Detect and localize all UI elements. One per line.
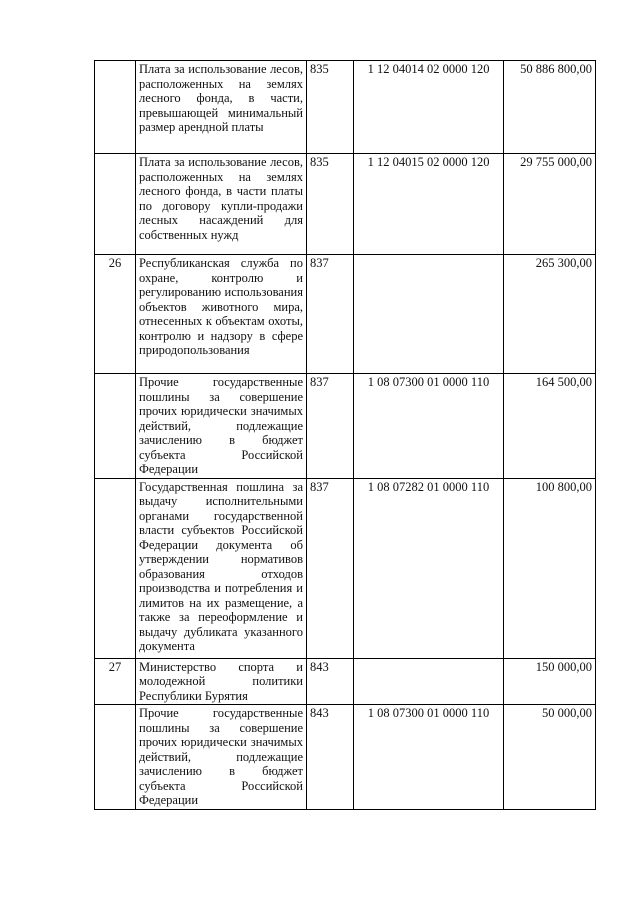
amount: 100 800,00	[504, 478, 596, 658]
admin-code: 837	[307, 374, 354, 479]
row-description: Прочие государственные пошлины за совершение прочих юридически значимых действий, подлежащие зачислению в бюджет субъекта Российской Федерации	[136, 374, 307, 479]
row-number: 27	[95, 658, 136, 705]
table-row	[95, 61, 596, 154]
budget-revenue-table	[94, 60, 596, 810]
classification-code: 1 08 07300 01 0000 110	[354, 705, 504, 810]
row-description: Прочие государственные пошлины за совершение прочих юридически значимых действий, подлежащие зачислению в бюджет субъекта Российской Федерации	[136, 705, 307, 810]
table-row	[95, 374, 596, 479]
table-row	[95, 478, 596, 658]
table-row	[95, 255, 596, 374]
amount: 164 500,00	[504, 374, 596, 479]
row-number	[95, 154, 136, 255]
amount: 50 000,00	[504, 705, 596, 810]
classification-code	[354, 658, 504, 705]
row-number	[95, 61, 136, 154]
classification-code: 1 08 07300 01 0000 110	[354, 374, 504, 479]
admin-code: 837	[307, 478, 354, 658]
classification-code: 1 12 04014 02 0000 120	[354, 61, 504, 154]
admin-code: 843	[307, 705, 354, 810]
amount: 265 300,00	[504, 255, 596, 374]
table-row	[95, 705, 596, 810]
row-description: Государственная пошлина за выдачу исполнительными органами государственной власти субъектов Российской Федерации документа об утверждении нормативов образования отходов производства и потребления и лимитов на их размещение, а также за переоформление и выдачу дубликата указанного документа	[136, 478, 307, 658]
row-number	[95, 478, 136, 658]
admin-code: 835	[307, 154, 354, 255]
classification-code	[354, 255, 504, 374]
amount: 150 000,00	[504, 658, 596, 705]
classification-code: 1 08 07282 01 0000 110	[354, 478, 504, 658]
amount: 50 886 800,00	[504, 61, 596, 154]
table-row	[95, 154, 596, 255]
admin-code: 843	[307, 658, 354, 705]
amount: 29 755 000,00	[504, 154, 596, 255]
row-description: Плата за использование лесов, расположенных на землях лесного фонда, в части платы по договору купли-продажи лесных насаждений для собственных нужд	[136, 154, 307, 255]
row-number	[95, 374, 136, 479]
classification-code: 1 12 04015 02 0000 120	[354, 154, 504, 255]
admin-code: 837	[307, 255, 354, 374]
row-number: 26	[95, 255, 136, 374]
row-number	[95, 705, 136, 810]
row-description: Плата за использование лесов, расположенных на землях лесного фонда, в части, превышающей минимальный размер арендной платы	[136, 61, 307, 154]
admin-code: 835	[307, 61, 354, 154]
row-description: Республиканская служба по охране, контролю и регулированию использования объектов животного мира, отнесенных к объектам охоты, контролю и надзору в сфере природопользования	[136, 255, 307, 374]
row-description: Министерство спорта и молодежной политики Республики Бурятия	[136, 658, 307, 705]
table-row	[95, 658, 596, 705]
